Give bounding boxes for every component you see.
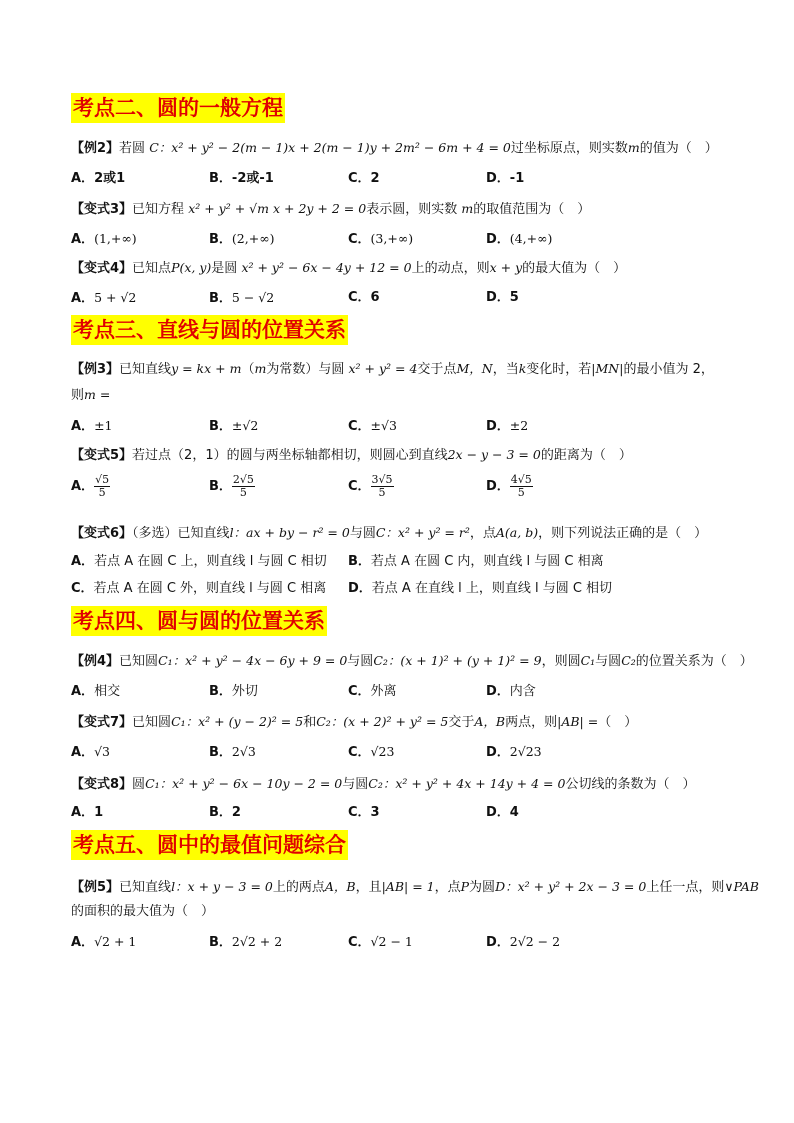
question-example-3-continued: 则m = xyxy=(71,387,111,403)
option-b: B．5 − √2 xyxy=(209,290,275,306)
option-a: A．1 xyxy=(71,805,104,820)
question-text: 过坐标原点，则实数 xyxy=(510,141,628,156)
question-variant-4 xyxy=(71,258,626,279)
option-c: C．±√3 xyxy=(348,418,397,434)
option-b: B．(2,+∞) xyxy=(209,231,275,247)
question-tag: 【变式7】 xyxy=(71,715,133,730)
question-tag: 【变式3】 xyxy=(71,202,133,217)
question-text: 已知点 xyxy=(132,261,172,276)
option-c: C．若点 A 在圆 C 外，则直线 l 与圆 C 相离 xyxy=(71,581,327,596)
option-a: A．(1,+∞) xyxy=(71,231,137,247)
option-c: C．√2 − 1 xyxy=(348,934,413,950)
question-tag: 【变式4】 xyxy=(71,261,133,276)
question-tag: 【例5】 xyxy=(71,880,120,895)
question-example-5: 【例5】已知直线l：x + y − 3 = 0上的两点A，B，且|AB| = 1，点P为圆D：x² + y² + 2x − 3 = 0上任一点，则∨PAB xyxy=(71,879,759,895)
option-c: C．(3,+∞) xyxy=(348,231,414,247)
option-d: D．2√2 − 2 xyxy=(486,934,561,950)
option-b: B．外切 xyxy=(209,684,258,699)
question-text: 的取值范围为（ ） xyxy=(473,202,591,217)
question-text: 若圆 xyxy=(119,141,146,156)
option-a: A．2或1 xyxy=(71,171,126,186)
question-example-2 xyxy=(71,138,718,159)
question-tag: 【变式8】 xyxy=(71,777,133,792)
option-c: C．√23 xyxy=(348,744,395,760)
question-text: 表示圆，则实数 xyxy=(366,202,458,217)
section-heading-4: 考点四、圆与圆的位置关系 xyxy=(71,606,327,636)
option-d: D．内含 xyxy=(486,684,536,699)
option-a: A． $\frac{√5}{5}$ xyxy=(71,473,110,499)
option-a: A．√2 + 1 xyxy=(71,934,137,950)
question-variant-7: 【变式7】已知圆C₁：x² + (y − 2)² = 5和C₂：(x + 2)² + y² = 5交于A，B两点，则|AB| =（ ） xyxy=(71,714,638,730)
option-c: C．外离 xyxy=(348,684,397,699)
question-tag: 【例4】 xyxy=(71,654,120,669)
option-b: B．2 xyxy=(209,805,241,820)
question-example-5-continued: 的面积的最大值为（ ） xyxy=(71,904,215,919)
option-b: B．2√3 xyxy=(209,744,256,760)
option-a: A．若点 A 在圆 C 上，则直线 l 与圆 C 相切 xyxy=(71,554,327,569)
question-text: 已知方程 xyxy=(132,202,185,217)
option-b: B．±√2 xyxy=(209,418,259,434)
question-text: 上的动点，则 xyxy=(411,261,490,276)
option-d: D．2√23 xyxy=(486,744,542,760)
question-math: x² + y² + √m x + 2y + 2 = 0 xyxy=(188,201,367,216)
question-variant-5: 【变式5】若过点（2，1）的圆与两坐标轴都相切，则圆心到直线2x − y − 3 = 0的距离为（ ） xyxy=(71,447,632,463)
question-variant-3 xyxy=(71,199,590,220)
option-d: D．±2 xyxy=(486,418,529,434)
option-a: A．5 + √2 xyxy=(71,290,137,306)
option-c: C．3 xyxy=(348,805,380,820)
option-c: C． $\frac{3√5}{5}$ xyxy=(348,473,393,499)
option-d: D． $\frac{4√5}{5}$ xyxy=(486,473,532,499)
question-math: m xyxy=(461,201,474,216)
question-tag: 【变式5】 xyxy=(71,448,133,463)
question-math: x + y xyxy=(489,260,523,275)
option-d: D．(4,+∞) xyxy=(486,231,553,247)
section-heading-3: 考点三、直线与圆的位置关系 xyxy=(71,315,348,345)
question-tag: 【例3】 xyxy=(71,362,120,377)
section-heading-5: 考点五、圆中的最值问题综合 xyxy=(71,830,348,860)
question-tag: 【例2】 xyxy=(71,141,120,156)
option-c: C．6 xyxy=(348,290,380,305)
question-example-3: 【例3】已知直线y = kx + m（m为常数）与圆 x² + y² = 4交于点M，N，当k变化时，若|MN|的最小值为 2， xyxy=(71,361,714,377)
section-heading-2: 考点二、圆的一般方程 xyxy=(71,93,285,123)
question-math: P(x, y) xyxy=(171,260,212,275)
question-variant-8: 【变式8】圆C₁：x² + y² − 6x − 10y − 2 = 0与圆C₂：x² + y² + 4x + 14y + 4 = 0公切线的条数为（ ） xyxy=(71,776,696,792)
option-c: C．2 xyxy=(348,171,380,186)
option-a: A．±1 xyxy=(71,418,113,434)
question-math: m xyxy=(627,140,640,155)
option-d: D．4 xyxy=(486,805,519,820)
option-b: B． $\frac{2√5}{5}$ xyxy=(209,473,254,499)
option-d: D．-1 xyxy=(486,171,525,186)
option-d: D．5 xyxy=(486,290,519,305)
option-b: B．若点 A 在圆 C 内，则直线 l 与圆 C 相离 xyxy=(348,554,604,569)
question-example-4: 【例4】已知圆C₁：x² + y² − 4x − 6y + 9 = 0与圆C₂：(x + 1)² + (y + 1)² = 9，则圆C₁与圆C₂的位置关系为（ ） xyxy=(71,653,753,669)
option-a: A．√3 xyxy=(71,744,110,760)
question-variant-6: 【变式6】（多选）已知直线l：ax + by − r² = 0与圆C：x² + y² = r²，点A(a, b)，则下列说法正确的是（ ） xyxy=(71,525,708,541)
question-math: C：x² + y² − 2(m − 1)x + 2(m − 1)y + 2m² − 6m + 4 = 0 xyxy=(149,140,511,155)
question-text: 是圆 xyxy=(211,261,238,276)
question-text: 的值为（ ） xyxy=(639,141,718,156)
option-b: B．2√2 + 2 xyxy=(209,934,283,950)
question-tag: 【变式6】 xyxy=(71,526,133,541)
question-text: 的最大值为（ ） xyxy=(522,261,627,276)
option-d: D．若点 A 在直线 l 上，则直线 l 与圆 C 相切 xyxy=(348,581,613,596)
option-a: A．相交 xyxy=(71,684,121,699)
question-math: x² + y² − 6x − 4y + 12 = 0 xyxy=(241,260,412,275)
option-b: B．-2或-1 xyxy=(209,171,274,186)
